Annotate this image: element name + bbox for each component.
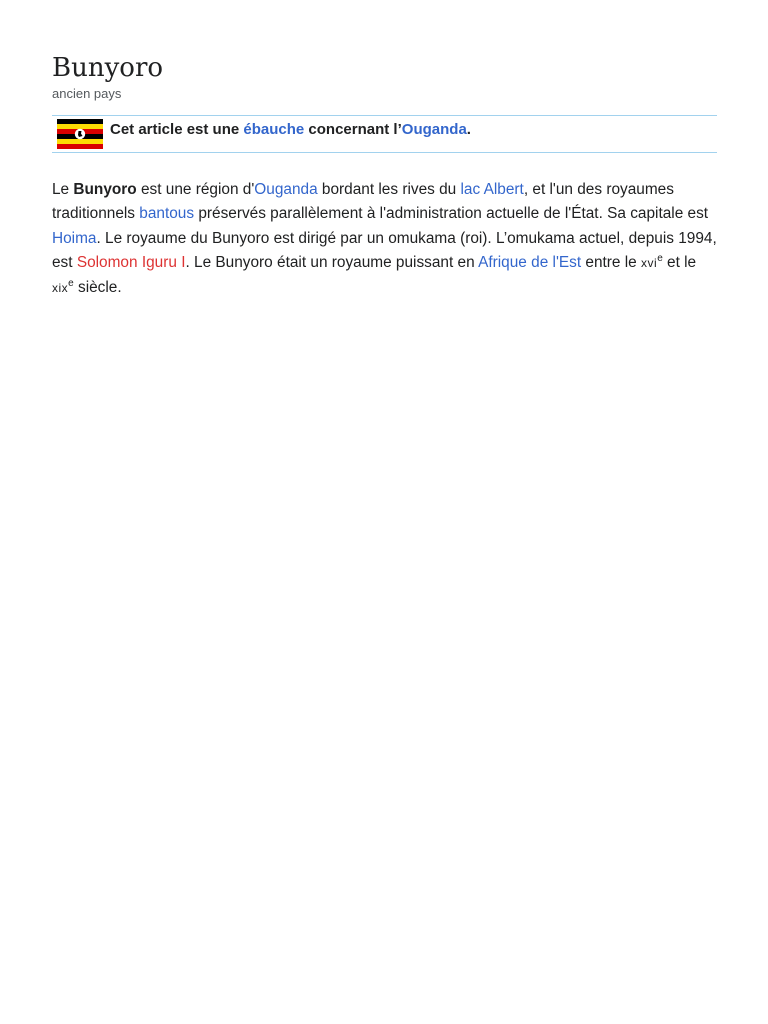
text-run: bordant les rives du	[317, 181, 461, 198]
stub-text-part: concernant l’	[304, 121, 402, 138]
link-ouganda-stub[interactable]: Ouganda	[401, 121, 467, 138]
link-afrique-est[interactable]: Afrique de l'Est	[478, 254, 582, 272]
lead-paragraph	[52, 178, 720, 300]
century-suffix: e	[68, 277, 74, 289]
stub-notice	[52, 115, 717, 153]
text-run: , et l'un des royaumes traditionnels	[52, 181, 674, 223]
flag-stripe	[57, 119, 103, 124]
flag-stripe	[57, 139, 103, 144]
link-solomon-iguru[interactable]: Solomon Iguru I	[76, 254, 186, 272]
stub-text-part: .	[466, 121, 471, 138]
century-suffix: e	[657, 253, 663, 265]
text-run: siècle.	[73, 278, 122, 296]
flag-stripe	[57, 144, 103, 149]
text-run: Le	[52, 181, 74, 198]
century-label: xix	[52, 280, 69, 295]
text-run: est une région d'	[136, 181, 255, 198]
century-label: xvi	[641, 256, 658, 271]
link-ebauche[interactable]: ébauche	[243, 121, 305, 138]
stub-text	[110, 120, 471, 140]
flag-stripe	[57, 124, 103, 129]
text-run: . Le Bunyoro était un royaume puissant en	[185, 254, 479, 272]
stub-text-part: Cet article est une	[110, 121, 244, 138]
link-hoima[interactable]: Hoima	[52, 229, 97, 247]
text-run: entre le	[581, 254, 642, 272]
link-bantous[interactable]: bantous	[139, 205, 195, 223]
page-title: Bunyoro	[52, 53, 164, 83]
link-ouganda[interactable]: Ouganda	[254, 181, 318, 198]
bold-term: Bunyoro	[73, 181, 137, 198]
uganda-flag-icon	[57, 119, 103, 149]
page-subtitle: ancien pays	[52, 86, 122, 101]
text-run: préservés parallèlement à l'administration actuelle de l'État. Sa capitale est	[194, 205, 709, 223]
text-run: . Le royaume du Bunyoro est dirigé par un omukama (roi). L’omukama actuel, depuis 1994, est	[52, 229, 717, 272]
link-lac-albert[interactable]: lac Albert	[460, 181, 524, 198]
text-run: et le	[662, 254, 697, 272]
